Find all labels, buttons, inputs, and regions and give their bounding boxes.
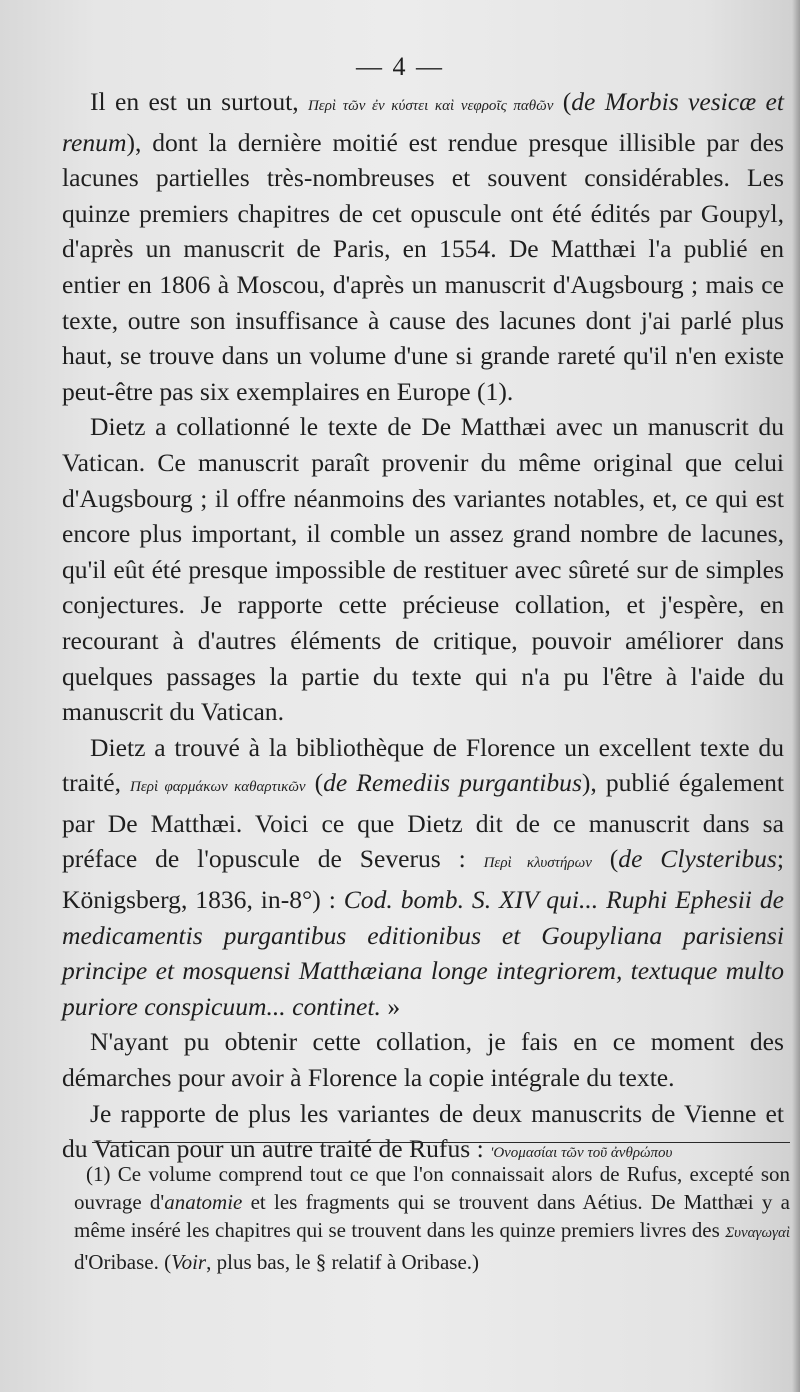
paragraph-1 <box>62 84 784 409</box>
text-run: , plus bas, le § relatif à Oribase.) <box>206 1249 480 1274</box>
page-edge-shadow <box>792 0 800 1392</box>
text-run: ), publié également par De Matthæi. Voici ce que Dietz dit de ce manuscrit dans sa préface de l'opuscule de Severus : <box>62 768 784 874</box>
footnote <box>74 1160 790 1276</box>
greek-title: Περὶ κλυστήρων <box>483 855 592 872</box>
greek-title: Συναγωγαὶ <box>725 1225 790 1242</box>
greek-title: Περὶ τῶν ἐν κύστει καὶ νεφροῖς παθῶν <box>307 98 554 114</box>
greek-title: 'Ονομασίαι τῶν τοῦ ἀνθρώπου <box>490 1145 673 1162</box>
greek-title: Περὶ φαρμάκων καθαρτικῶν <box>130 779 306 796</box>
text-run: ), dont la dernière moitié est rendue presque illisible par des lacunes partielles très-nombreuses et souvent considérables. Les quinze premiers chapitres de cet opuscule ont été édités par Goupyl, d'après un manuscrit de Paris, en 1554. De Matthæi l'a publié en entier en 1806 à Moscou, d'après un manuscrit d'Augsbourg ; mais ce texte, outre son insuffisance à cause des lacunes dont j'ai parlé plus haut, se trouve dans un volume d'une si grande rareté qu'il n'en existe peut-être pas six exemplaires en Europe (1). <box>62 127 784 406</box>
paragraph-3 <box>62 730 784 1025</box>
italic-text: Voir <box>171 1249 207 1274</box>
footnote-text <box>74 1160 790 1276</box>
italic-text: de Clysteribus <box>618 844 777 874</box>
text-run: » <box>380 991 401 1021</box>
italic-text: Cod. bomb. S. XIV qui... Ruphi Ephesii de medicamentis purgantibus editionibus et Goupyliana parisiensi principe et mosquensi Matthæiana longe integriorem, textuque multo puriore conspicuum... continet. <box>62 885 785 1021</box>
body-text <box>62 84 784 1172</box>
italic-text: de Morbis vesicæ et renum <box>62 87 785 157</box>
italic-text: anatomie <box>164 1190 243 1215</box>
text-run: Je rapporte de plus les variantes de deux manuscrits de Vienne et du Vatican pour un autre traité de Rufus : <box>62 1098 784 1164</box>
text-run: ( <box>305 768 324 798</box>
paragraph-2 <box>62 409 784 729</box>
text-run: ; Königsberg, 1836, in-8°) : <box>62 844 785 915</box>
text-run: Il en est un surtout, <box>90 87 308 116</box>
text-run: ( <box>591 844 619 874</box>
text-run: d'Oribase. ( <box>74 1249 172 1274</box>
text-run: Dietz a collationné le texte de De Matthæi avec un manuscrit du Vatican. Ce manuscrit paraît provenir du même original que celui d'Augsbourg ; il offre néanmoins des variantes notables, et, ce qui est encore plus important, il comble un assez grand nombre de lacunes, qu'il eût été presque impossible de restituer avec sûreté sur de simples conjectures. Je rapporte cette précieuse collation, et j'espère, en recourant à d'autres éléments de critique, pouvoir améliorer dans quelques passages la partie du texte qui n'a pu l'être à l'aide du manuscrit du Vatican. <box>62 412 784 727</box>
text-run: ( <box>553 87 572 116</box>
text-run: Dietz a trouvé à la bibliothèque de Florence un excellent texte du traité, <box>62 732 784 798</box>
text-run: et les fragments qui se trouvent dans Aétius. De Matthæi y a même inséré les chapitres qui se trouvent dans les quinze premiers livres des <box>74 1190 790 1243</box>
footnote-divider <box>92 1142 790 1143</box>
text-run: (1) Ce volume comprend tout ce que l'on connaissait alors de Rufus, excepté son ouvrage d' <box>74 1162 790 1215</box>
paragraph-4 <box>62 1024 784 1095</box>
page-number: — 4 — <box>356 52 444 81</box>
italic-text: de Remediis purgantibus <box>323 768 582 798</box>
text-run: N'ayant pu obtenir cette collation, je fais en ce moment des démarches pour avoir à Florence la copie intégrale du texte. <box>62 1027 784 1093</box>
